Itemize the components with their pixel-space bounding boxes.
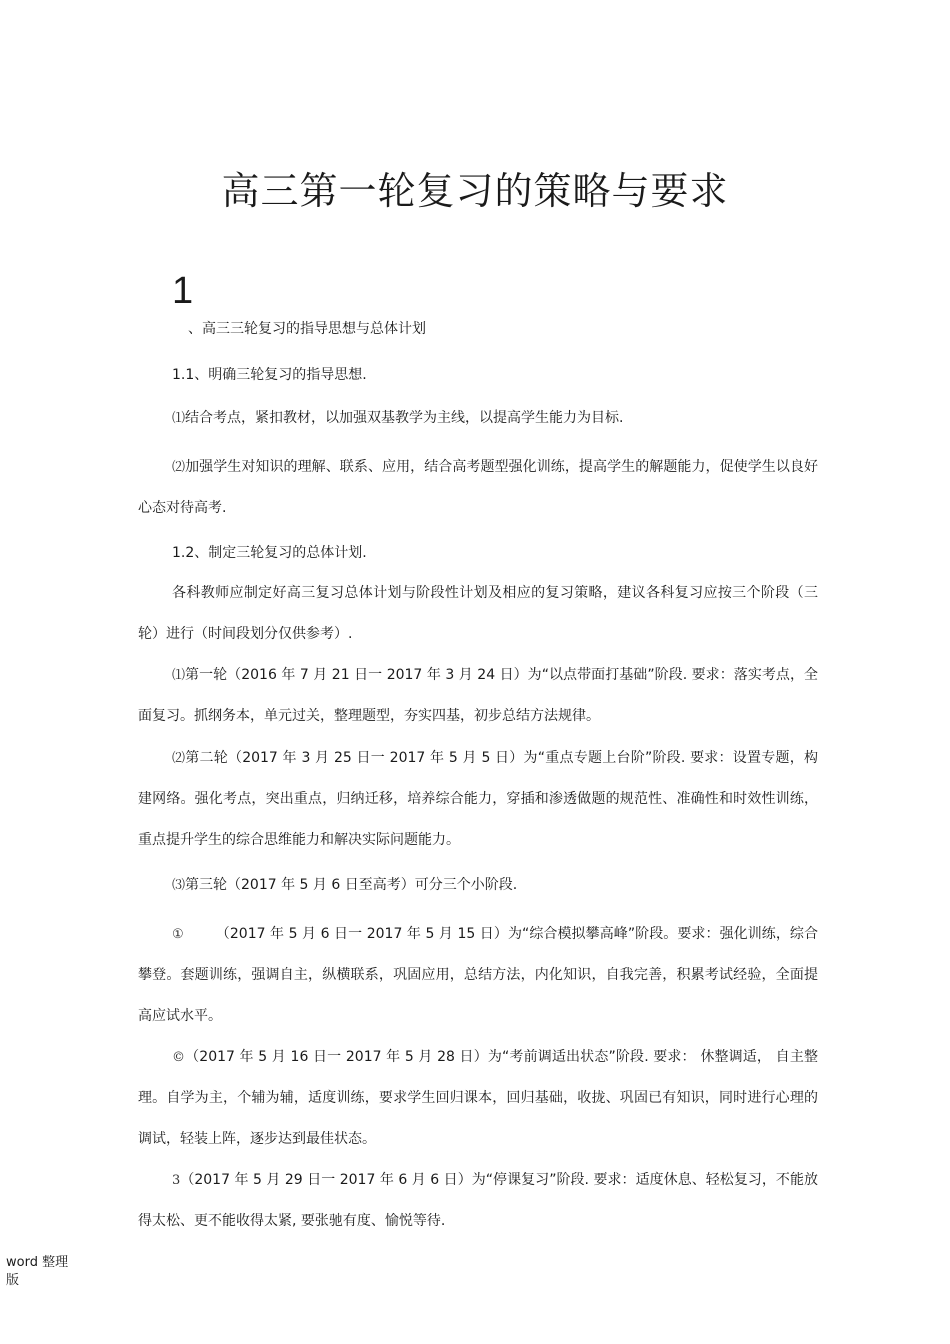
list-marker: ① (172, 927, 184, 942)
list-marker: 3 (172, 1173, 181, 1188)
paragraph-2 (138, 447, 818, 529)
paragraph-text: 加强学生对知识的理解、联系、应用，结合高考题型强化训练，提高学生的解题能力，促使学生以良好心态对待高考. (138, 459, 818, 516)
paragraph-text: （2017 年 5 月 16 日一 2017 年 5 月 28 日）为“考前调适出状态”阶段. 要求： 休整调适， 自主整理。自学为主，个辅为辅，适度训练，要求学生回归课本，回归基础，收拢、巩固已有知识，同时进行心理的调试，轻装上阵，逐步达到最佳状态。 (138, 1049, 818, 1147)
section-number: 1 (172, 270, 194, 312)
paragraph-5 (138, 738, 818, 861)
list-marker: ⑴ (172, 668, 186, 683)
paragraph-1 (172, 407, 623, 427)
paragraph-text: 第一轮（2016 年 7 月 21 日一 2017 年 3 月 24 日）为“以点带面打基础”阶段. 要求：落实考点，全面复习。抓纲务本，单元过关，整理题型，夯实四基，初步总结方法规律。 (138, 667, 818, 724)
paragraph-text: （2017 年 5 月 6 日一 2017 年 5 月 15 日）为“综合模拟攀高峰”阶段。要求：强化训练，综合攀登。套题训练，强调自主，纵横联系，巩固应用，总结方法，内化知识，自我完善，积累考试经验，全面提高应试水平。 (138, 926, 818, 1024)
paragraph-7 (138, 914, 818, 1037)
paragraph-6 (172, 874, 517, 894)
paragraph-9 (138, 1160, 818, 1242)
paragraph-text: 结合考点，紧扣教材，以加强双基教学为主线，以提高学生能力为目标. (185, 410, 624, 426)
list-marker: ⑵ (172, 460, 186, 475)
subsection-title-1-2: 1.2、制定三轮复习的总体计划. (172, 545, 367, 561)
paragraph-4 (138, 655, 818, 737)
paragraph-3 (138, 573, 818, 655)
footer-watermark: word 整理版 (6, 1255, 69, 1288)
page-title: 高三第一轮复习的策略与要求 (221, 169, 729, 213)
section-heading: 、高三三轮复习的指导思想与总体计划 (188, 321, 426, 337)
list-marker: © (172, 1050, 185, 1065)
paragraph-text: （2017 年 5 月 29 日一 2017 年 6 月 6 日）为“停课复习”阶段. 要求：适度休息、轻松复习，不能放得太松、更不能收得太紧, 要张驰有度、愉悦等待. (138, 1172, 818, 1229)
paragraph-text: 第二轮（2017 年 3 月 25 日一 2017 年 5 月 5 日）为“重点专题上台阶”阶段. 要求：设置专题，构建网络。强化考点，突出重点，归纳迁移，培养综合能力，穿插和渗透做题的规范性、准确性和时效性训练，重点提升学生的综合思维能力和解决实际问题能力。 (138, 750, 818, 848)
paragraph-8 (138, 1037, 818, 1160)
paragraph-text: 第三轮（2017 年 5 月 6 日至高考）可分三个小阶段. (185, 877, 518, 893)
subsection-title-1-1: 1.1、明确三轮复习的指导思想. (172, 367, 367, 383)
list-marker: ⑴ (172, 411, 186, 426)
list-marker: ⑵ (172, 751, 186, 766)
list-marker: ⑶ (172, 878, 186, 893)
paragraph-text: 各科教师应制定好高三复习总体计划与阶段性计划及相应的复习策略，建议各科复习应按三个阶段（三轮）进行（时间段划分仅供参考）. (138, 585, 818, 642)
